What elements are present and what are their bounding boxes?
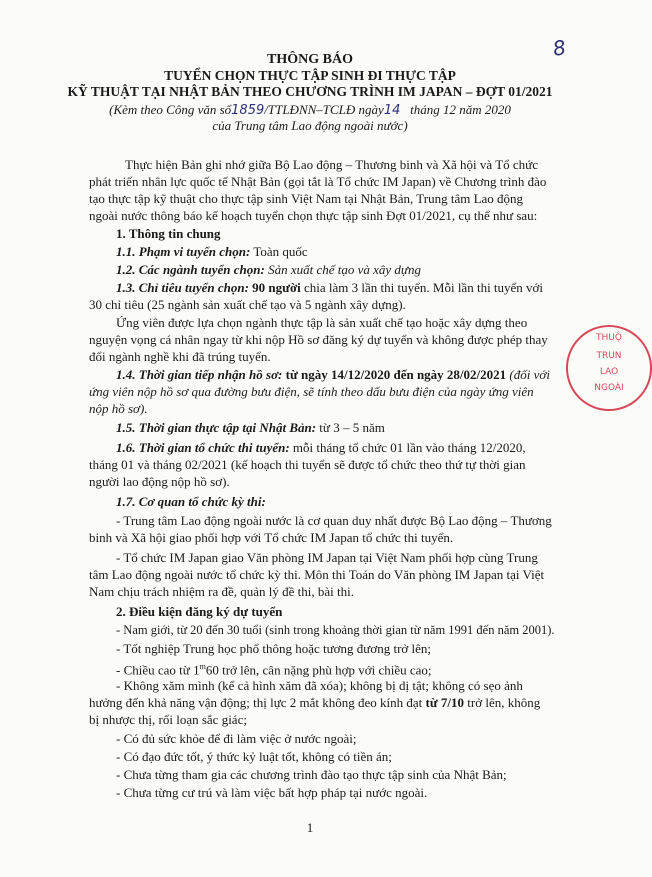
reference-text-c: tháng 12 năm 2020 [410,102,511,117]
cond-health-line2 [89,695,540,711]
doc-day: 14 [383,103,401,118]
doc-subtitle-1: TUYỂN CHỌN THỰC TẬP SINH ĐI THỰC TẬP [164,68,456,83]
item-1-2-value: Sản xuất chế tạo và xây dựng [264,262,421,277]
cond-health-line3: bị nhược thị, rối loạn sắc giác; [89,712,247,727]
item-1-7-b2-line2: tâm Lao động ngoài nước tổ chức kỳ thi. Môn thi Toán do Văn phòng IM Japan tại Việt [89,567,545,582]
para-line-1: Ứng viên được lựa chọn ngành thực tập là sản xuất chế tạo hoặc xây dựng theo [116,315,528,330]
item-1-5-label: 1.5. Thời gian thực tập tại Nhật Bản: [116,420,317,435]
item-1-3-label: 1.3. Chỉ tiêu tuyển chọn: [116,280,249,295]
stamp-text-4: NGOÀI [594,383,624,393]
cond-vision: từ 7/10 [422,695,465,710]
item-1-5 [116,420,385,436]
section-1-heading: 1. Thông tin chung [116,226,221,241]
item-1-4-label: 1.4. Thời gian tiếp nhận hồ sơ: [116,367,283,382]
intro-line-1: Thực hiện Bản ghi nhớ giữa Bộ Lao động – Thương binh và Xã hội và Tổ chức [125,157,538,172]
item-1-5-value: từ 3 – 5 năm [316,420,385,435]
item-1-6-label: 1.6. Thời gian tổ chức thi tuyển: [116,440,290,455]
para-line-3: đổi ngành nghề khi đã trúng tuyển. [89,349,271,364]
item-1-4-line3: nộp hồ sơ). [89,401,148,416]
para-line-2: nguyện vọng cá nhân ngay từ khi nộp Hồ sơ đăng ký dự tuyển và không được phép thay [89,332,548,347]
cond-education: - Tốt nghiệp Trung học phổ thông hoặc tương đương trở lên; [116,641,432,656]
stamp-text-3: LAO [599,367,619,377]
cond-height [116,659,432,678]
item-1-1-value: Toàn quốc [250,244,308,259]
item-1-6 [116,440,526,456]
cond-ethics: - Có đạo đức tốt, ý thức kỷ luật tốt, không có tiền án; [116,749,392,764]
intro-line-4: ngoài nước thông báo kế hoạch tuyển chọn thực tập sinh Đợt 01/2021, cụ thể như sau: [89,208,538,223]
item-1-6-value: mỗi tháng tổ chức 01 lần vào tháng 12/2020, [289,440,526,455]
item-1-4-line2: ứng viên nộp hồ sơ qua đường bưu điện, sẽ tính theo dấu bưu điện của ngày ứng viên [89,384,534,399]
item-1-2 [116,262,421,278]
page-number: 1 [306,820,314,835]
item-1-7-b2-line3: Nam chịu trách nhiệm ra đề, quản lý đề thi, bài thi. [89,584,354,599]
cond-height-a: - Chiều cao từ 1 [116,662,200,678]
item-1-3-text: chia làm 3 lần thi tuyển. Mỗi lần thi tuyển với [300,280,544,295]
cond-height-sup: m [199,662,206,671]
cond-no-illegal-stay: - Chưa từng cư trú và làm việc bất hợp pháp tại nước ngoài. [116,785,428,800]
intro-line-2: phát triển nhân lực quốc tế Nhật Bản (gọi tắt là Tổ chức IM Japan) về Chương trình đào [89,174,547,189]
cond-fitness: - Có đủ sức khỏe để đi làm việc ở nước ngoài; [116,731,357,746]
item-1-6-line3: người lao động nộp hồ sơ). [89,474,230,489]
cond-age: - Nam giới, từ 20 đến 30 tuổi (sinh trong khoảng thời gian từ năm 1991 đến năm 2001). [116,623,555,637]
item-1-3-line2: 30 chỉ tiêu (25 ngành sản xuất chế tạo và 5 ngành xây dựng). [89,297,406,312]
reference-text-a: (Kèm theo Công văn số [109,102,232,117]
doc-title: THÔNG BÁO [267,52,353,67]
cond-health-line1: - Không xăm mình (kể cả hình xăm đã xóa); không bị dị tật; không có sẹo ảnh [116,678,523,693]
item-1-1 [116,244,308,260]
section-2-heading: 2. Điều kiện đăng ký dự tuyển [116,604,283,619]
doc-reference-line2: của Trung tâm Lao động ngoài nước) [212,118,408,133]
stamp-text-2: TRUN [596,351,622,361]
item-1-2-label: 1.2. Các ngành tuyển chọn: [116,262,265,277]
item-1-4-note: (đối với [506,367,550,382]
reference-text-b: /TTLĐNN–TCLĐ ngày [264,102,384,117]
cond-height-b: 60 trở lên, cân nặng phù hợp với chiều cao; [205,662,432,678]
item-1-3 [116,280,543,296]
red-stamp [566,325,652,411]
cond-health-tail: trở lên, không [464,695,541,710]
cond-no-prior-program: - Chưa từng tham gia các chương trình đào tạo thực tập sinh của Nhật Bản; [116,767,507,782]
doc-number: 1859 [231,103,265,118]
doc-subtitle-2: KỸ THUẬT TẠI NHẬT BẢN THEO CHƯƠNG TRÌNH IM JAPAN – ĐỢT 01/2021 [67,84,553,99]
item-1-7-b2-line1: - Tổ chức IM Japan giao Văn phòng IM Japan tại Việt Nam phối hợp cùng Trung [116,550,538,565]
item-1-7-b1-line1: - Trung tâm Lao động ngoài nước là cơ quan duy nhất được Bộ Lao động – Thương [116,513,552,528]
item-1-3-quota: 90 người [248,280,301,295]
item-1-4-dates: từ ngày 14/12/2020 đến ngày 28/02/2021 [282,367,507,382]
intro-line-3: tạo thực tập kỹ thuật cho thực tập sinh Việt Nam tại Nhật Bản, Trung tâm Lao động [89,191,524,206]
doc-reference [0,102,620,119]
handwritten-mark: 8 [551,35,568,61]
item-1-6-line2: tháng 01 và tháng 02/2021 (kế hoạch thi tuyển sẽ được tổ chức theo thứ tự thời gian [89,457,526,472]
item-1-4 [116,367,550,383]
item-1-1-label: 1.1. Phạm vi tuyển chọn: [116,244,251,259]
cond-health-text: hưởng đến khả năng vận động; thị lực 2 mắt không đeo kính đạt [89,695,423,710]
item-1-7-label: 1.7. Cơ quan tổ chức kỳ thi: [116,494,266,509]
stamp-text-1: THUỘ [596,333,622,343]
item-1-7-b1-line2: binh và Xã hội giao phối hợp với Tổ chức IM Japan tổ chức thi tuyển. [89,530,454,545]
